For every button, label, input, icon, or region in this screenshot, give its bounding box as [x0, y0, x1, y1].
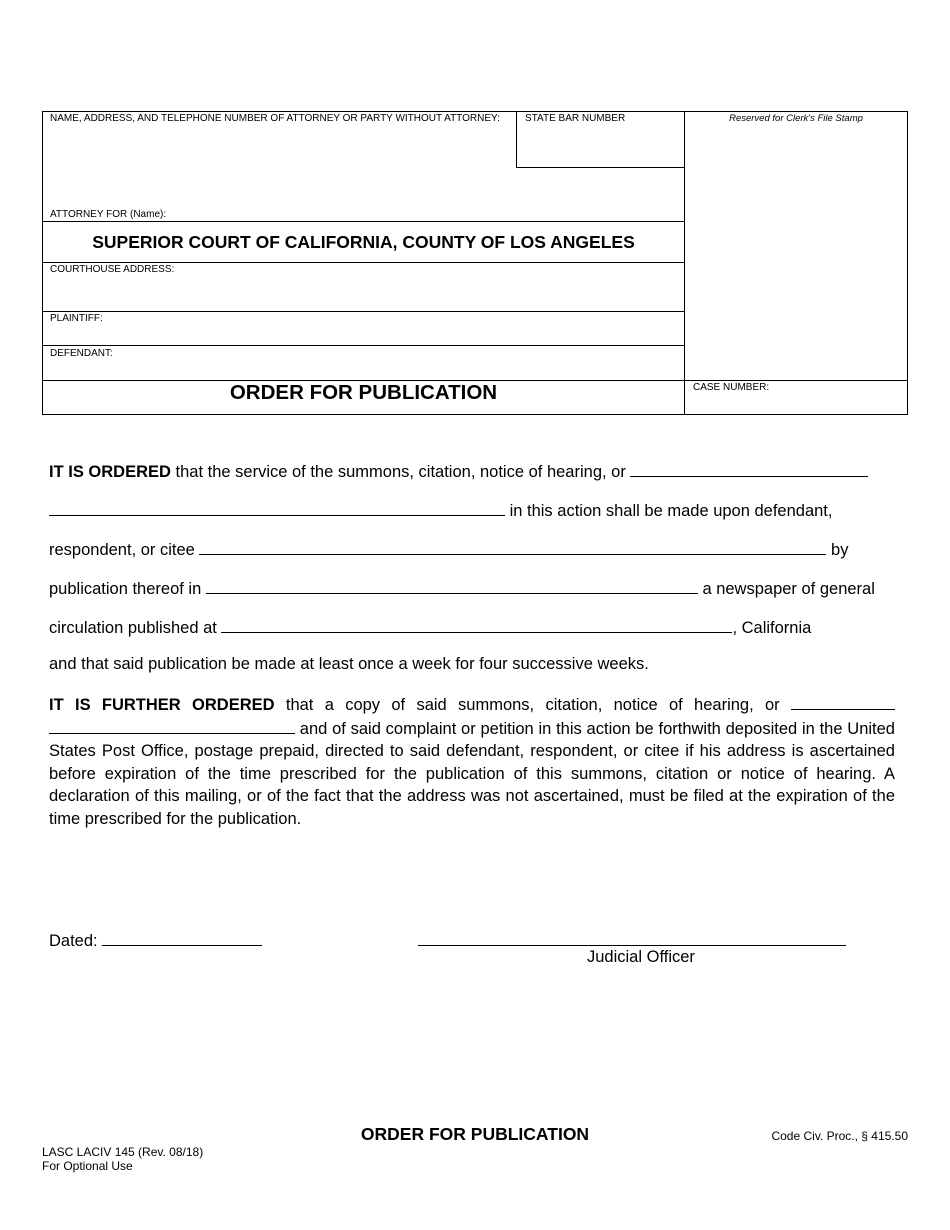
state-bar-bottom — [516, 167, 685, 168]
rule-attorney-for — [42, 221, 685, 222]
order-line-3-text: respondent, or citee — [49, 541, 200, 559]
order-line-4-text: publication thereof in — [49, 580, 206, 598]
court-title: SUPERIOR COURT OF CALIFORNIA, COUNTY OF LOS ANGELES — [92, 232, 635, 252]
clerk-stamp-label: Reserved for Clerk's File Stamp — [729, 113, 863, 124]
further-document-blank[interactable] — [791, 693, 895, 710]
rule-plaintiff — [42, 345, 685, 346]
defendant-label: DEFENDANT: — [50, 348, 113, 359]
further-text-b: and of said complaint or petition in this action be forthwith deposited in the United States Post Office, postage prepaid, directed to said defendant, respondent, or citee if his address is ascertained before expiration of the time prescribed for the publication of this summons, citation or notice of hearing. A declaration of this mailing, or of the fact that the address was not ascertained, must be filed at the expiration of the time prescribed for the publication. — [49, 719, 895, 828]
order-line-3 — [49, 538, 848, 560]
further-text-a: that a copy of said summons, citation, notice of hearing, or — [274, 696, 791, 714]
plaintiff-label: PLAINTIFF: — [50, 313, 103, 324]
newspaper-name-blank[interactable] — [206, 577, 698, 594]
rule-courthouse — [42, 311, 685, 312]
state-bar-label: STATE BAR NUMBER — [525, 113, 626, 124]
box-right-border — [907, 111, 908, 415]
order-line-1-text: that the service of the summons, citation, notice of hearing, or — [170, 463, 631, 481]
footer-form-id: LASC LACIV 145 (Rev. 08/18) — [42, 1145, 204, 1159]
footer-optional-use: For Optional Use — [42, 1159, 133, 1173]
case-number-label: CASE NUMBER: — [693, 382, 770, 393]
order-line-1 — [49, 460, 868, 482]
order-line-3-end: by — [826, 541, 849, 559]
document-type-blank-2[interactable] — [49, 499, 505, 516]
further-ordered-paragraph — [49, 693, 895, 830]
date-blank[interactable] — [102, 929, 262, 946]
courthouse-address-label: COURTHOUSE ADDRESS: — [50, 264, 175, 275]
defendant-name-blank[interactable] — [199, 538, 826, 555]
attorney-for-label: ATTORNEY FOR (Name): — [50, 209, 167, 220]
order-line-4-end: a newspaper of general — [697, 580, 875, 598]
it-is-ordered: IT IS ORDERED — [49, 463, 171, 481]
rule-court-title — [42, 262, 685, 263]
order-line-6: and that said publication be made at least once a week for four successive weeks. — [49, 655, 649, 673]
order-line-5-text: circulation published at — [49, 619, 222, 637]
order-line-2-text: in this action shall be made upon defendant, — [505, 502, 833, 520]
attorney-label: NAME, ADDRESS, AND TELEPHONE NUMBER OF ATTORNEY OR PARTY WITHOUT ATTORNEY: — [50, 113, 500, 124]
judicial-officer-label: Judicial Officer — [587, 948, 695, 966]
box-left-border — [42, 111, 43, 415]
order-line-5 — [49, 616, 811, 638]
publication-city-blank[interactable] — [221, 616, 732, 633]
order-line-2 — [49, 499, 832, 521]
dated-line — [49, 929, 262, 951]
footer-code-ref: Code Civ. Proc., § 415.50 — [771, 1129, 908, 1143]
dated-label: Dated: — [49, 932, 103, 950]
footer-title: ORDER FOR PUBLICATION — [360, 1124, 590, 1144]
order-line-4 — [49, 577, 875, 599]
stamp-column-divider — [684, 111, 685, 415]
document-type-blank[interactable] — [630, 460, 868, 477]
it-is-further-ordered: IT IS FURTHER ORDERED — [49, 696, 275, 714]
box-bottom-border — [42, 414, 908, 415]
box-top-border — [42, 111, 908, 112]
signature-line[interactable] — [418, 945, 846, 946]
state-bar-divider — [516, 111, 517, 168]
order-line-5-end: , California — [732, 619, 812, 637]
form-title: ORDER FOR PUBLICATION — [229, 381, 498, 404]
further-document-blank-2[interactable] — [49, 717, 295, 734]
